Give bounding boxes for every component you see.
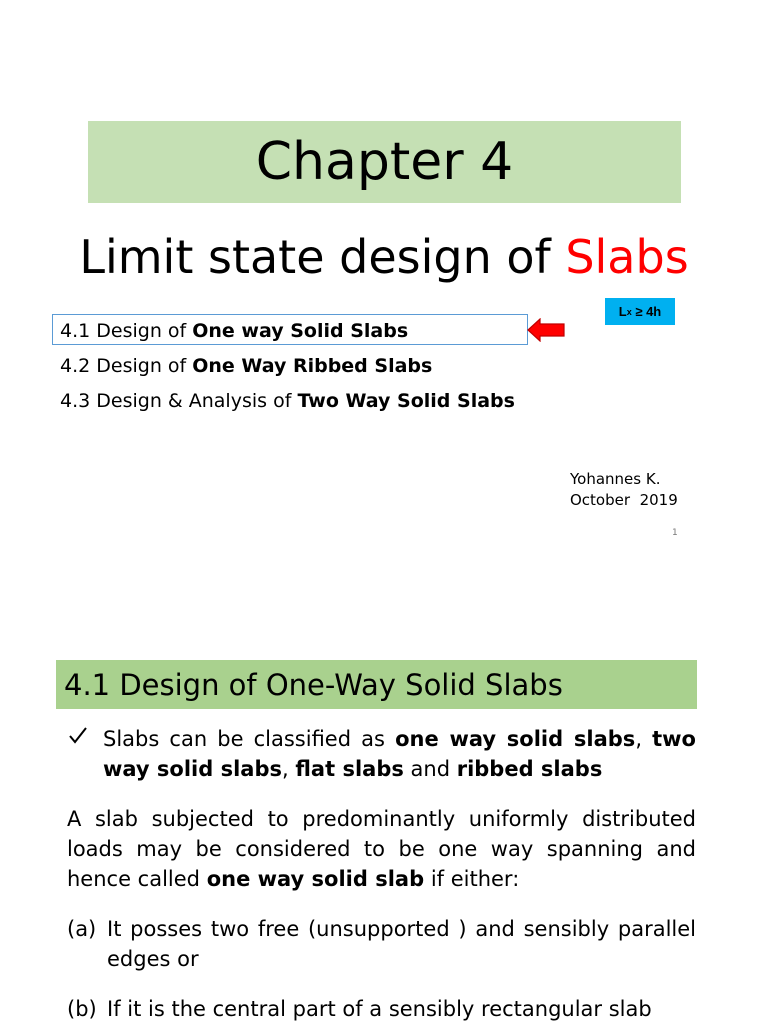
toc-item-bold: One way Solid Slabs: [192, 320, 409, 342]
section-title-box: [56, 660, 697, 709]
bullet-text: [103, 724, 696, 784]
section-body: [67, 724, 696, 1024]
definition-paragraph: [67, 804, 696, 894]
bullet-item: [67, 724, 696, 784]
bullet-term: two way solid slabs: [103, 727, 696, 781]
title-accent: Slabs: [565, 230, 689, 284]
toc-item-prefix: 4.2 Design of: [60, 355, 193, 377]
bullet-run: ,: [282, 757, 296, 781]
chapter-heading-box: [88, 121, 681, 203]
paragraph-pre: A slab subjected to predominantly uniformly distributed loads may be considered to be one way spanning and hence called: [67, 807, 696, 891]
bullet-run: Slabs can be classified as: [103, 727, 396, 751]
bullet-run: and: [403, 757, 457, 781]
bullet-term: ribbed slabs: [456, 757, 603, 781]
bullet-run: ,: [635, 727, 653, 751]
slide-title: [0, 232, 768, 283]
left-arrow-icon: [527, 318, 565, 342]
badge-rest: ≥ 4h: [631, 304, 662, 319]
author-block: [570, 469, 678, 511]
paragraph-post: if either:: [424, 867, 520, 891]
toc-item-bold: One Way Ribbed Slabs: [192, 355, 433, 377]
condition-label: (b): [67, 997, 97, 1021]
condition-label: (a): [67, 917, 97, 941]
condition-item-b: [67, 994, 696, 1024]
toc-item-prefix: 4.3 Design & Analysis of: [60, 390, 298, 412]
title-prefix: Limit state design of: [79, 230, 566, 284]
toc-item-4-2[interactable]: [60, 349, 515, 384]
paragraph-bold: one way solid slab: [206, 867, 425, 891]
chapter-heading: Chapter 4: [255, 132, 514, 192]
page-number: 1: [672, 528, 678, 538]
author-name: Yohannes K.: [570, 470, 661, 488]
condition-text: It posses two free (unsupported ) and sensibly parallel edges or: [107, 917, 696, 971]
span-ratio-badge: [605, 298, 675, 325]
presentation-date: October 2019: [570, 491, 678, 509]
condition-item-a: [67, 914, 696, 974]
badge-base: L: [618, 304, 627, 319]
toc-item-4-1[interactable]: [60, 314, 515, 349]
toc-highlight-box: [52, 314, 528, 345]
content-slide: [0, 620, 768, 1024]
section-title: 4.1 Design of One-Way Solid Slabs: [64, 667, 563, 702]
check-icon: [67, 724, 103, 784]
condition-text: If it is the central part of a sensibly rectangular slab: [107, 997, 652, 1021]
bullet-term: flat slabs: [295, 757, 404, 781]
toc-item-prefix: 4.1 Design of: [60, 320, 193, 342]
table-of-contents: [60, 314, 515, 419]
toc-item-bold: Two Way Solid Slabs: [297, 390, 515, 412]
toc-item-4-3[interactable]: [60, 384, 515, 419]
badge-subscript: x: [626, 306, 632, 317]
bullet-term: one way solid slabs: [395, 727, 636, 751]
